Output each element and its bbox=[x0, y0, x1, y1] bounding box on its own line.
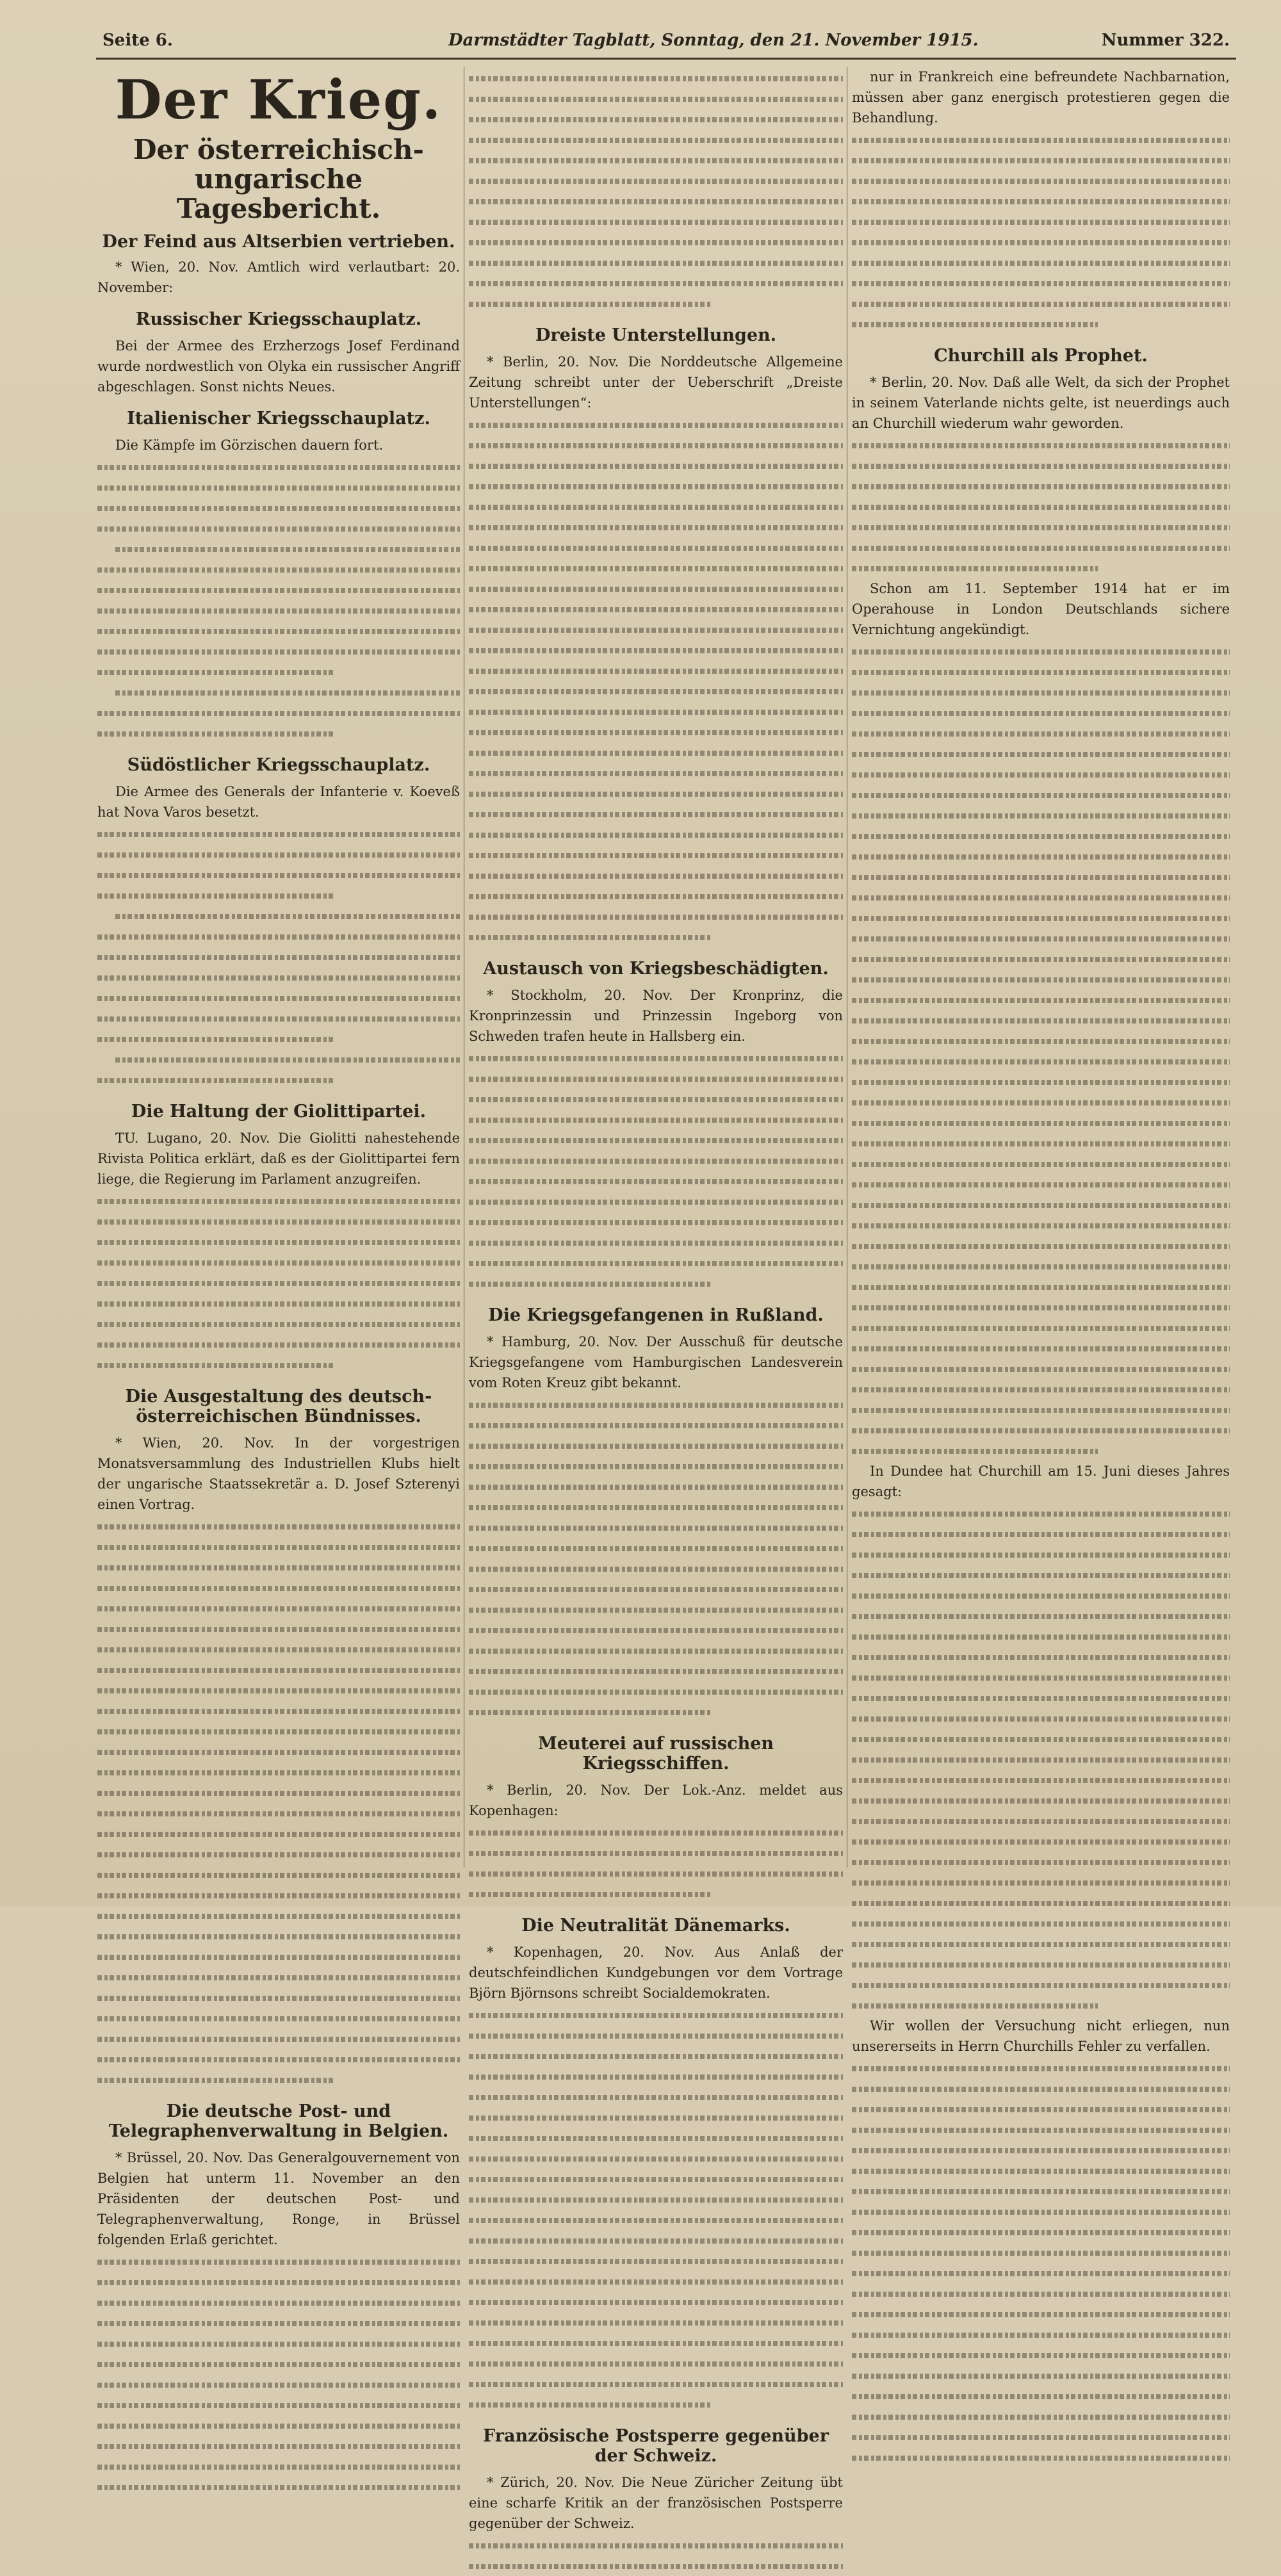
page-number: Seite 6. bbox=[102, 31, 173, 50]
masthead bbox=[102, 31, 1230, 56]
section-heading: Die Haltung der Giolittipartei. bbox=[131, 1101, 427, 1121]
masthead-rule bbox=[96, 58, 1236, 60]
section-heading: Die Ausgestaltung des deutsch-österreichischen Bündnisses. bbox=[125, 1386, 432, 1426]
illegible-text-block bbox=[469, 1394, 843, 1722]
article-paragraph: * Hamburg, 20. Nov. Der Ausschuß für deutsche Kriegsgefangene vom Hamburgischen Landesverein vom Roten Kreuz gibt bekannt. bbox=[469, 1334, 843, 1390]
article-paragraph: * Stockholm, 20. Nov. Der Kronprinz, die Kronprinzessin und Prinzessin Ingeborg von Schweden trafen heute in Hallsberg ein. bbox=[469, 988, 843, 1044]
article-paragraph: Die Kämpfe im Görzischen dauern fort. bbox=[115, 437, 384, 453]
section-heading: Dreiste Unterstellungen. bbox=[535, 325, 777, 345]
article-paragraph: * Berlin, 20. Nov. Der Lok.-Anz. meldet aus Kopenhagen: bbox=[469, 1782, 843, 1818]
article-paragraph: nur in Frankreich eine befreundete Nachbarnation, müssen aber ganz energisch protestieren gegen die Behandlung. bbox=[852, 69, 1230, 126]
article-paragraph: Schon am 11. September 1914 hat er im Operahouse in London Deutschlands sichere Vernichtung angekündigt. bbox=[852, 581, 1230, 637]
issue-number: Nummer 322. bbox=[1101, 31, 1230, 50]
illegible-text-block bbox=[469, 2535, 843, 2576]
article-paragraph: Die Armee des Generals der Infanterie v. Koeveß hat Nova Varos besetzt. bbox=[97, 783, 460, 820]
section-heading: Die Neutralität Dänemarks. bbox=[521, 1916, 790, 1936]
article-paragraph: * Zürich, 20. Nov. Die Neue Züricher Zeitung übt eine scharfe Kritik an der französischen Postsperre gegenüber der Schweiz. bbox=[469, 2475, 843, 2531]
section-heading: Russischer Kriegsschauplatz. bbox=[135, 309, 422, 329]
section-heading: Churchill als Prophet. bbox=[934, 346, 1148, 366]
article-paragraph: Bei der Armee des Erzherzogs Josef Ferdinand wurde nordwestlich von Olyka ein russischer Angriff abgeschlagen. Sonst nichts Neues. bbox=[97, 338, 460, 395]
illegible-text-block bbox=[469, 68, 843, 314]
article-paragraph: * Wien, 20. Nov. In der vorgestrigen Monatsversammlung des Industriellen Klubs hielt der ungarische Staatssekretär a. D. Josef Szterenyi einen Vortrag. bbox=[97, 1435, 460, 1512]
section-heading: Die deutsche Post- und Telegraphenverwaltung in Belgien. bbox=[108, 2101, 449, 2141]
illegible-text-block bbox=[469, 1822, 843, 1904]
article-paragraph: * Kopenhagen, 20. Nov. Aus Anlaß der deutschfeindlichen Kundgebungen vor dem Vortrage Björn Björnsons schreibt Socialdemokraten. bbox=[469, 1944, 843, 2001]
illegible-text-block bbox=[469, 2005, 843, 2415]
article-paragraph: TU. Lugano, 20. Nov. Die Giolitti nahestehende Rivista Politica erklärt, daß es der Giolittipartei fern liege, die Regierung im Parlament anzugreifen. bbox=[97, 1130, 460, 1187]
page-title: Der Krieg. bbox=[115, 68, 443, 131]
article-paragraph: In Dundee hat Churchill am 15. Juni dieses Jahres gesagt: bbox=[852, 1463, 1230, 1499]
section-heading: Austausch von Kriegsbeschädigten. bbox=[483, 959, 829, 979]
illegible-text-block bbox=[97, 1191, 460, 1375]
illegible-text-block bbox=[852, 2058, 1230, 2468]
illegible-text-block bbox=[469, 1048, 843, 1294]
section-heading: Meuterei auf russischen Kriegsschiffen. bbox=[537, 1734, 774, 1773]
column-3 bbox=[852, 67, 1230, 2054]
section-heading: Die Kriegsgefangenen in Rußland. bbox=[488, 1305, 824, 1325]
column-1 bbox=[97, 67, 460, 2247]
newspaper-name-date: Darmstädter Tagblatt, Sonntag, den 21. November 1915. bbox=[448, 31, 979, 50]
illegible-text-block bbox=[97, 1516, 460, 2090]
illegible-text-block bbox=[97, 457, 460, 744]
article-title: Der österreichisch-ungarische Tagesbericht. bbox=[133, 134, 424, 225]
article-paragraph: * Berlin, 20. Nov. Daß alle Welt, da sich der Prophet in seinem Vaterlande nichts gelte, ist neuerdings auch an Churchill wiederum wahr geworden. bbox=[852, 375, 1230, 431]
illegible-text-block bbox=[852, 435, 1230, 578]
article-paragraph: * Berlin, 20. Nov. Die Norddeutsche Allgemeine Zeitung schreibt unter der Ueberschrift „Dreiste Unterstellungen“: bbox=[469, 354, 843, 411]
article-paragraph: * Wien, 20. Nov. Amtlich wird verlautbart: 20. November: bbox=[97, 259, 460, 295]
illegible-text-block bbox=[852, 1503, 1230, 2016]
article-paragraph: Wir wollen der Versuchung nicht erliegen, nun unsererseits in Herrn Churchills Fehler zu verfallen. bbox=[852, 2018, 1230, 2054]
illegible-text-block bbox=[97, 2251, 460, 2497]
column-2 bbox=[469, 67, 843, 2531]
section-heading: Südöstlicher Kriegsschauplatz. bbox=[127, 754, 430, 775]
article-paragraph: * Brüssel, 20. Nov. Das Generalgouvernement von Belgien hat unterm 11. November an den Präsidenten der deutschen Post- und Telegraphenverwaltung, Ronge, in Brüssel folgenden Erlaß gerichtet. bbox=[97, 2149, 460, 2247]
section-heading: Französische Postsperre gegenüber der Schweiz. bbox=[483, 2426, 829, 2466]
section-heading: Italienischer Kriegsschauplatz. bbox=[127, 408, 430, 428]
illegible-text-block bbox=[97, 824, 460, 1090]
illegible-text-block bbox=[469, 414, 843, 947]
illegible-text-block bbox=[852, 129, 1230, 334]
article-subhead: Der Feind aus Altserbien vertrieben. bbox=[102, 231, 455, 252]
illegible-text-block bbox=[852, 641, 1230, 1461]
